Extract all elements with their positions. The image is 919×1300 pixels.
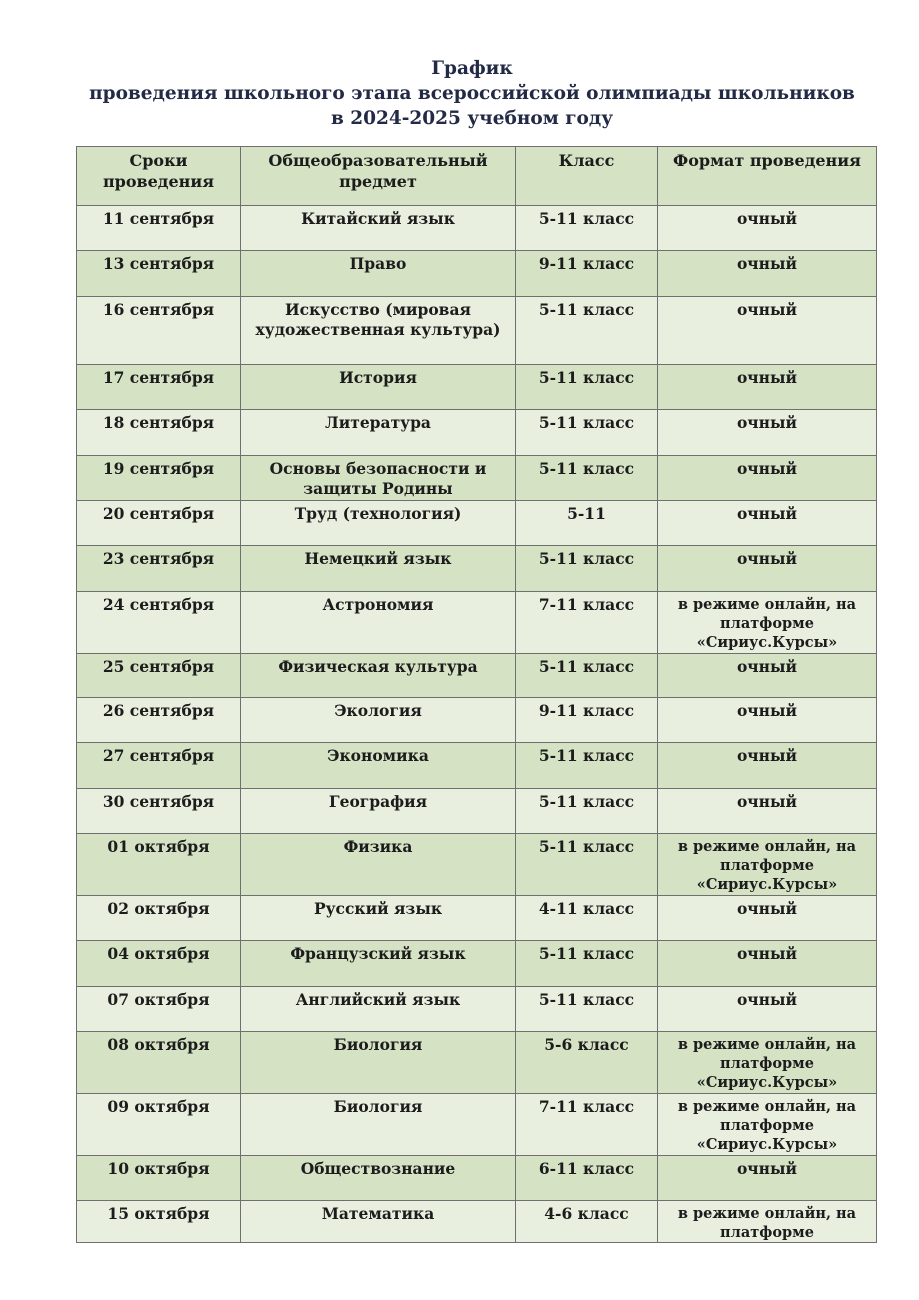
schedule-body bbox=[77, 206, 877, 1243]
table-row bbox=[77, 698, 877, 743]
cell-format: в режиме онлайн, на платформе «Сириус.Курсы» bbox=[658, 592, 877, 654]
cell-date: 02 октября bbox=[77, 896, 241, 941]
cell-subject: Экология bbox=[241, 698, 516, 743]
cell-subject: Экономика bbox=[241, 743, 516, 789]
cell-format: очный bbox=[658, 743, 877, 789]
cell-grade: 5-11 класс bbox=[516, 743, 658, 789]
cell-date: 10 октября bbox=[77, 1156, 241, 1201]
cell-date: 27 сентября bbox=[77, 743, 241, 789]
cell-date: 16 сентября bbox=[77, 297, 241, 365]
cell-subject: Биология bbox=[241, 1032, 516, 1094]
cell-date: 07 октября bbox=[77, 987, 241, 1032]
cell-grade: 5-11 класс bbox=[516, 987, 658, 1032]
table-row bbox=[77, 410, 877, 456]
cell-format: очный bbox=[658, 941, 877, 987]
cell-subject: Физическая культура bbox=[241, 654, 516, 698]
cell-subject: Искусство (мировая художественная культура) bbox=[241, 297, 516, 365]
table-row bbox=[77, 896, 877, 941]
table-row bbox=[77, 501, 877, 546]
table-row bbox=[77, 251, 877, 297]
cell-grade: 7-11 класс bbox=[516, 1094, 658, 1156]
cell-grade: 5-11 класс bbox=[516, 410, 658, 456]
cell-grade: 5-11 класс bbox=[516, 365, 658, 410]
cell-subject: Обществознание bbox=[241, 1156, 516, 1201]
cell-format: в режиме онлайн, на платформе «Сириус.Курсы» bbox=[658, 1094, 877, 1156]
cell-subject: Французский язык bbox=[241, 941, 516, 987]
cell-grade: 4-6 класс bbox=[516, 1201, 658, 1243]
cell-date: 17 сентября bbox=[77, 365, 241, 410]
cell-grade: 5-11 класс bbox=[516, 456, 658, 501]
cell-subject: Немецкий язык bbox=[241, 546, 516, 592]
cell-format: очный bbox=[658, 251, 877, 297]
cell-date: 30 сентября bbox=[77, 789, 241, 834]
cell-format: очный bbox=[658, 896, 877, 941]
header-format: Формат проведения bbox=[658, 147, 877, 206]
title-line-2: проведения школьного этапа всероссийской олимпиады школьников bbox=[89, 83, 855, 104]
table-row bbox=[77, 1201, 877, 1243]
cell-date: 11 сентября bbox=[77, 206, 241, 251]
cell-format: очный bbox=[658, 456, 877, 501]
cell-date: 01 октября bbox=[77, 834, 241, 896]
cell-format: очный bbox=[658, 297, 877, 365]
cell-subject: Литература bbox=[241, 410, 516, 456]
cell-date: 26 сентября bbox=[77, 698, 241, 743]
cell-format: очный bbox=[658, 546, 877, 592]
table-row bbox=[77, 789, 877, 834]
cell-format: очный bbox=[658, 410, 877, 456]
cell-date: 19 сентября bbox=[77, 456, 241, 501]
table-row bbox=[77, 1156, 877, 1201]
table-row bbox=[77, 456, 877, 501]
header-date: Сроки проведения bbox=[77, 147, 241, 206]
table-row bbox=[77, 297, 877, 365]
cell-subject: Биология bbox=[241, 1094, 516, 1156]
cell-format: очный bbox=[658, 789, 877, 834]
cell-grade: 5-11 класс bbox=[516, 834, 658, 896]
cell-subject: Основы безопасности и защиты Родины bbox=[241, 456, 516, 501]
cell-subject: Русский язык bbox=[241, 896, 516, 941]
table-row bbox=[77, 546, 877, 592]
cell-format: в режиме онлайн, на платформе «Сириус.Курсы» bbox=[658, 834, 877, 896]
cell-date: 15 октября bbox=[77, 1201, 241, 1243]
header-grade: Класс bbox=[516, 147, 658, 206]
cell-date: 09 октября bbox=[77, 1094, 241, 1156]
cell-date: 25 сентября bbox=[77, 654, 241, 698]
table-row bbox=[77, 941, 877, 987]
cell-grade: 5-11 класс bbox=[516, 654, 658, 698]
cell-format: очный bbox=[658, 987, 877, 1032]
cell-subject: Право bbox=[241, 251, 516, 297]
cell-grade: 5-11 bbox=[516, 501, 658, 546]
cell-date: 20 сентября bbox=[77, 501, 241, 546]
table-row bbox=[77, 1094, 877, 1156]
table-row bbox=[77, 743, 877, 789]
cell-format: очный bbox=[658, 365, 877, 410]
table-row bbox=[77, 834, 877, 896]
cell-grade: 5-11 класс bbox=[516, 297, 658, 365]
cell-grade: 9-11 класс bbox=[516, 698, 658, 743]
cell-grade: 6-11 класс bbox=[516, 1156, 658, 1201]
cell-date: 13 сентября bbox=[77, 251, 241, 297]
cell-subject: История bbox=[241, 365, 516, 410]
cell-format: очный bbox=[658, 654, 877, 698]
table-row bbox=[77, 365, 877, 410]
cell-grade: 5-11 класс bbox=[516, 941, 658, 987]
title-line-3: в 2024-2025 учебном году bbox=[330, 108, 614, 129]
cell-date: 24 сентября bbox=[77, 592, 241, 654]
cell-grade: 5-11 класс bbox=[516, 546, 658, 592]
cell-subject: Математика bbox=[241, 1201, 516, 1243]
cell-format: в режиме онлайн, на платформе «Сириус.Курсы» bbox=[658, 1032, 877, 1094]
cell-date: 23 сентября bbox=[77, 546, 241, 592]
cell-grade: 5-6 класс bbox=[516, 1032, 658, 1094]
cell-grade: 4-11 класс bbox=[516, 896, 658, 941]
cell-grade: 7-11 класс bbox=[516, 592, 658, 654]
cell-format: очный bbox=[658, 1156, 877, 1201]
cell-subject: Физика bbox=[241, 834, 516, 896]
page-title bbox=[0, 56, 919, 131]
cell-grade: 9-11 класс bbox=[516, 251, 658, 297]
header-subject: Общеобразовательный предмет bbox=[241, 147, 516, 206]
table-row bbox=[77, 1032, 877, 1094]
table-header-row bbox=[77, 147, 877, 206]
cell-date: 04 октября bbox=[77, 941, 241, 987]
cell-date: 18 сентября bbox=[77, 410, 241, 456]
cell-subject: Труд (технология) bbox=[241, 501, 516, 546]
schedule-table bbox=[76, 146, 877, 1243]
table-row bbox=[77, 592, 877, 654]
table-row bbox=[77, 987, 877, 1032]
cell-subject: Английский язык bbox=[241, 987, 516, 1032]
cell-subject: География bbox=[241, 789, 516, 834]
cell-format: в режиме онлайн, на платформе bbox=[658, 1201, 877, 1243]
cell-format: очный bbox=[658, 698, 877, 743]
cell-format: очный bbox=[658, 501, 877, 546]
cell-grade: 5-11 класс bbox=[516, 206, 658, 251]
cell-date: 08 октября bbox=[77, 1032, 241, 1094]
title-line-1: График bbox=[431, 58, 513, 79]
table-row bbox=[77, 206, 877, 251]
cell-grade: 5-11 класс bbox=[516, 789, 658, 834]
cell-subject: Астрономия bbox=[241, 592, 516, 654]
cell-subject: Китайский язык bbox=[241, 206, 516, 251]
table-row bbox=[77, 654, 877, 698]
cell-format: очный bbox=[658, 206, 877, 251]
